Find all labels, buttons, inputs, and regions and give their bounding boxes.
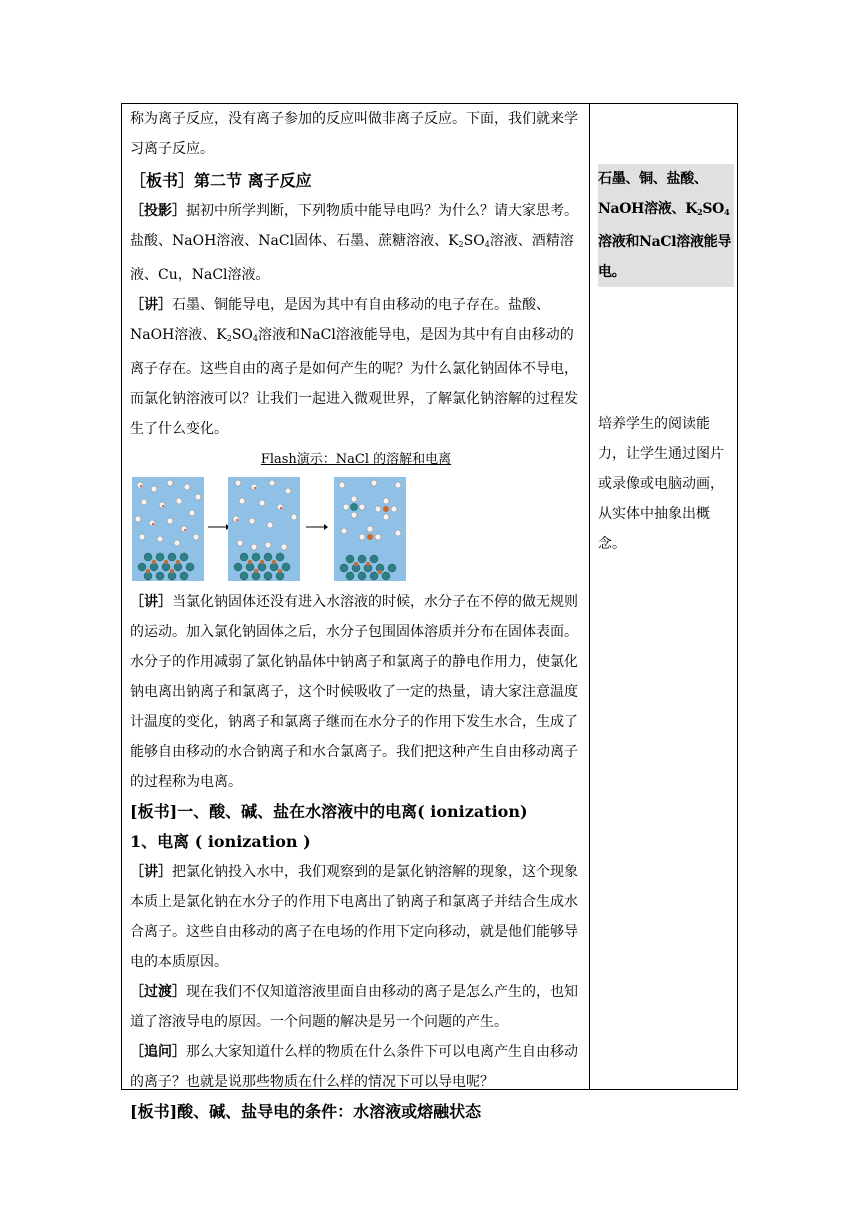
list-part-a: 盐酸、NaOH溶液、NaCl固体、石墨、蔗糖溶液、K: [130, 233, 459, 249]
paragraph-projection: [130, 196, 582, 226]
note1-part-b: SO: [702, 201, 725, 217]
list-part-c: 溶液、酒精溶液、Cu，NaCl溶液。: [130, 233, 574, 283]
paragraph-lecture-2: [130, 587, 582, 797]
transition-text: 现在我们不仅知道溶液里面自由移动的离子是怎么产生的，也知道了溶液导电的原因。一个问题的解决是另一个问题的产生。: [130, 984, 578, 1030]
caption-text: Flash演示：NaCl 的溶解和电离: [260, 452, 452, 467]
crystal-panel-1: [132, 477, 204, 581]
board-conditions: [板书]酸、碱、盐导电的条件：水溶液或熔融状态: [130, 1102, 482, 1121]
note1-part-a: 石墨、铜、盐酸、NaOH溶液、K: [598, 171, 708, 217]
note1-part-c: 溶液和NaCl溶液能导电。: [598, 234, 732, 280]
substance-list: [130, 226, 582, 290]
lecture1-sub-1: 2: [226, 334, 232, 343]
projection-text: 据初中所学判断，下列物质中能导电吗？为什么？请大家思考。: [186, 203, 578, 219]
lecture1-part-c: 溶液和NaCl溶液能导电，是因为其中有自由移动的离子存在。这些自由的离子是如何产生的呢？为什么氯化钠固体不导电，而氯化钠溶液可以？让我们一起进入微观世界，了解氯化钠溶解的过程发生了什么变化。: [130, 327, 578, 437]
crystal-panel-3: [334, 477, 406, 581]
conductivity-note: [598, 164, 734, 287]
lecture1-part-a: 石墨、铜能导电，是因为其中有自由移动的电子存在。盐酸、NaOH溶液、K: [130, 297, 550, 343]
lecture1-sub-2: 4: [252, 334, 259, 343]
board-title: ［板书］第二节 离子反应: [130, 171, 312, 190]
note1-sub-2: 4: [724, 207, 730, 217]
column-divider: [589, 104, 590, 1089]
lecture1-part-b: SO: [231, 327, 253, 343]
board-heading-ionization: [板书]一、酸、碱、盐在水溶液中的电离( ionization): [130, 802, 528, 821]
crystal-panel-2: [228, 477, 300, 581]
tag-lecture: ［讲］: [130, 297, 172, 313]
arrow-icon: [306, 523, 328, 531]
note1-sub-1: 2: [697, 207, 703, 217]
design-intent-column: [598, 104, 734, 559]
arrow-icon: [208, 523, 230, 531]
teaching-process-column: [130, 104, 582, 1127]
heading-ionization: 1、电离 ( ionization ): [130, 832, 311, 851]
paragraph-lecture-1: [130, 290, 582, 444]
paragraph-intro: 称为离子反应，没有离子参加的反应叫做非离子反应。下面，我们就来学习离子反应。: [130, 111, 578, 157]
tag-followup: ［追问］: [130, 1044, 186, 1060]
figure-caption: [130, 444, 582, 475]
tag-lecture: ［讲］: [130, 864, 172, 880]
lecture3-text: 把氯化钠投入水中，我们观察到的是氯化钠溶解的现象，这个现象本质上是氯化钠在水分子的作用下电离出了钠离子和氯离子并结合生成水合离子。这些自由移动的离子在电场的作用下定向移动，就是他们能够导电的本质原因。: [130, 864, 578, 970]
tag-transition: ［过渡］: [130, 984, 186, 1000]
list-sub-1: 2: [458, 240, 464, 249]
paragraph-lecture-3: [130, 857, 582, 977]
lesson-table: [121, 103, 738, 1121]
paragraph-transition: [130, 977, 582, 1037]
followup-text: 那么大家知道什么样的物质在什么条件下可以电离产生自由移动的离子？也就是说那些物质在什么样的情况下可以导电呢？: [130, 1044, 578, 1090]
paragraph-followup: [130, 1037, 582, 1097]
reading-ability-note: 培养学生的阅读能力，让学生通过图片或录像或电脑动画，从实体中抽象出概念。: [598, 416, 724, 552]
lecture2-text: 当氯化钠固体还没有进入水溶液的时候，水分子在不停的做无规则的运动。加入氯化钠固体之后，水分子包围固体溶质并分布在固体表面。水分子的作用减弱了氯化钠晶体中钠离子和氯离子的静电作用力，使氯化钠电离出钠离子和氯离子，这个时候吸收了一定的热量，请大家注意温度计温度的变化，钠离子和氯离子继而在水分子的作用下发生水合，生成了能够自由移动的水合钠离子和水合氯离子。我们把这种产生自由移动离子的过程称为电离。: [130, 594, 578, 790]
tag-projection: ［投影］: [130, 203, 186, 219]
list-part-b: SO: [463, 233, 485, 249]
tag-lecture: ［讲］: [130, 594, 172, 610]
list-sub-2: 4: [484, 240, 490, 249]
dissolution-figure: [130, 475, 582, 587]
